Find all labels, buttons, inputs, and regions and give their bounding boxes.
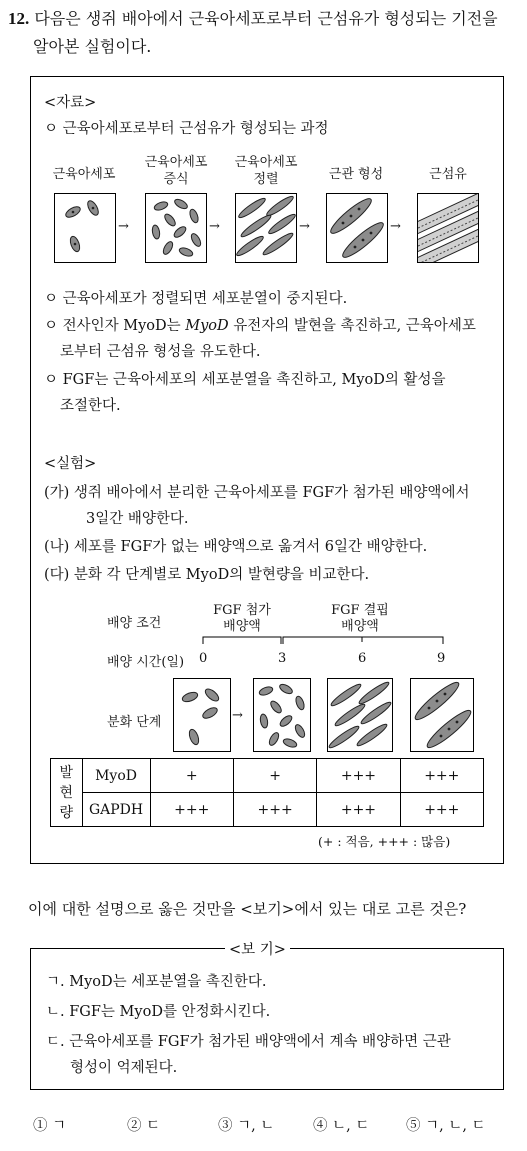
time-0: 0 bbox=[199, 651, 208, 666]
condition-fgf-added: FGF 첨가 배양액 bbox=[213, 603, 271, 634]
data-bullet-4-line-2: 조절한다. bbox=[60, 398, 121, 414]
stage-label: 분화 단계 bbox=[107, 715, 162, 730]
experiment-step-a: (가) 생쥐 배아에서 분리한 근육아세포를 FGF가 첨가된 배양액에서 bbox=[44, 485, 470, 501]
condition-label: 배양 조건 bbox=[107, 616, 162, 631]
data-bullet-1: ㅇ 근육아세포로부터 근섬유가 형성되는 과정 bbox=[44, 121, 329, 137]
myoblast-cells-illustration bbox=[55, 194, 115, 262]
arrow-3: → bbox=[299, 219, 310, 234]
arrow-1: → bbox=[118, 219, 129, 234]
question-line-1: 다음은 생쥐 배아에서 근육아세포로부터 근섬유가 형성되는 기전을 bbox=[34, 9, 498, 28]
condition-fgf-deficient: FGF 결핍 배양액 bbox=[331, 603, 389, 634]
table-cell: +++ bbox=[317, 759, 400, 793]
table-cell: +++ bbox=[400, 793, 483, 827]
stage-label-4: 근관 형성 bbox=[328, 167, 384, 182]
data-bullet-3-line-2: 로부터 근섬유 형성을 유도한다. bbox=[60, 344, 261, 360]
question-header bbox=[8, 6, 498, 32]
legend: (+ : 적음, +++ : 많음) bbox=[318, 834, 451, 849]
stage-image-proliferation bbox=[145, 193, 207, 263]
arrow-4: → bbox=[390, 219, 401, 234]
experiment-step-a-line-2: 3일간 배양한다. bbox=[86, 511, 189, 527]
stage-label-3: 근육아세포 정렬 bbox=[234, 155, 298, 187]
choice-5[interactable]: ⑤ ㄱ, ㄴ, ㄷ bbox=[406, 1118, 486, 1134]
myotube-illustration bbox=[411, 679, 473, 751]
timeline-bracket bbox=[195, 634, 455, 646]
experiment-step-c: (다) 분화 각 단계별로 MyoD의 발현량을 비교한다. bbox=[44, 567, 370, 583]
expression-amount-label: 발 현 량 bbox=[51, 759, 83, 827]
aligned-cells-illustration bbox=[328, 679, 392, 751]
myofiber-illustration bbox=[418, 194, 478, 262]
myotube-illustration bbox=[327, 194, 387, 262]
time-label: 배양 시간(일) bbox=[107, 655, 185, 670]
exp-arrow-1: → bbox=[232, 708, 243, 723]
data-bullet-2: ㅇ 근육아세포가 정렬되면 세포분열이 중지된다. bbox=[44, 291, 348, 307]
aligned-cells-illustration bbox=[236, 194, 296, 262]
bogi-item-1: ㄱ. MyoD는 세포분열을 촉진한다. bbox=[46, 974, 267, 990]
question-prompt: 이에 대한 설명으로 옳은 것만을 <보기>에서 있는 대로 고른 것은? bbox=[28, 900, 467, 918]
table-cell: +++ bbox=[150, 793, 233, 827]
stage-label-5: 근섬유 bbox=[429, 167, 467, 182]
choice-2[interactable]: ② ㄷ bbox=[127, 1118, 161, 1134]
choice-4[interactable]: ④ ㄴ, ㄷ bbox=[313, 1118, 370, 1134]
table-cell: + bbox=[150, 759, 233, 793]
table-row bbox=[51, 759, 484, 793]
table-cell: +++ bbox=[400, 759, 483, 793]
bogi-item-2: ㄴ. FGF는 MyoD를 안정화시킨다. bbox=[46, 1004, 271, 1020]
table-cell: +++ bbox=[233, 793, 316, 827]
experiment-step-b: (나) 세포를 FGF가 없는 배양액으로 옮겨서 6일간 배양한다. bbox=[44, 539, 428, 555]
stage-label-2: 근육아세포 증식 bbox=[144, 155, 208, 187]
table-cell: +++ bbox=[317, 793, 400, 827]
expression-table bbox=[50, 758, 484, 827]
exp-image-day9 bbox=[410, 678, 474, 752]
myoblast-cells-illustration bbox=[174, 679, 230, 751]
bogi-item-3: ㄷ. 근육아세포를 FGF가 첨가된 배양액에서 계속 배양하면 근관 bbox=[46, 1034, 451, 1050]
gene-gapdh: GAPDH bbox=[82, 793, 150, 827]
stage-image-myofiber bbox=[417, 193, 479, 263]
time-6: 6 bbox=[358, 651, 367, 666]
exp-image-day3 bbox=[253, 678, 311, 752]
data-bullet-3: ㅇ 전사인자 MyoD는 MyoD 유전자의 발현을 촉진하고, 근육아세포 bbox=[44, 318, 476, 334]
experiment-label: <실험> bbox=[44, 456, 97, 472]
time-3: 3 bbox=[278, 651, 287, 666]
bogi-item-3-line-2: 형성이 억제된다. bbox=[70, 1060, 178, 1076]
proliferating-cells-illustration bbox=[146, 194, 206, 262]
question-number: 12. bbox=[8, 9, 30, 28]
table-cell: + bbox=[233, 759, 316, 793]
data-section-label: <자료> bbox=[44, 95, 97, 111]
stage-image-alignment bbox=[235, 193, 297, 263]
stage-image-myoblast bbox=[54, 193, 116, 263]
stage-label-1: 근육아세포 bbox=[52, 167, 116, 182]
arrow-2: → bbox=[209, 219, 220, 234]
exp-image-day0 bbox=[173, 678, 231, 752]
exp-image-day6 bbox=[327, 678, 393, 752]
table-row bbox=[51, 793, 484, 827]
data-bullet-4: ㅇ FGF는 근육아세포의 세포분열을 촉진하고, MyoD의 활성을 bbox=[44, 372, 446, 388]
time-9: 9 bbox=[437, 651, 446, 666]
choice-1[interactable]: ① ㄱ bbox=[33, 1118, 67, 1134]
bogi-title: <보 기> bbox=[225, 938, 290, 959]
proliferating-cells-illustration bbox=[254, 679, 310, 751]
stage-image-myotube bbox=[326, 193, 388, 263]
gene-myod: MyoD bbox=[82, 759, 150, 793]
choice-3[interactable]: ③ ㄱ, ㄴ bbox=[218, 1118, 275, 1134]
question-line-2: 알아본 실험이다. bbox=[33, 37, 152, 56]
